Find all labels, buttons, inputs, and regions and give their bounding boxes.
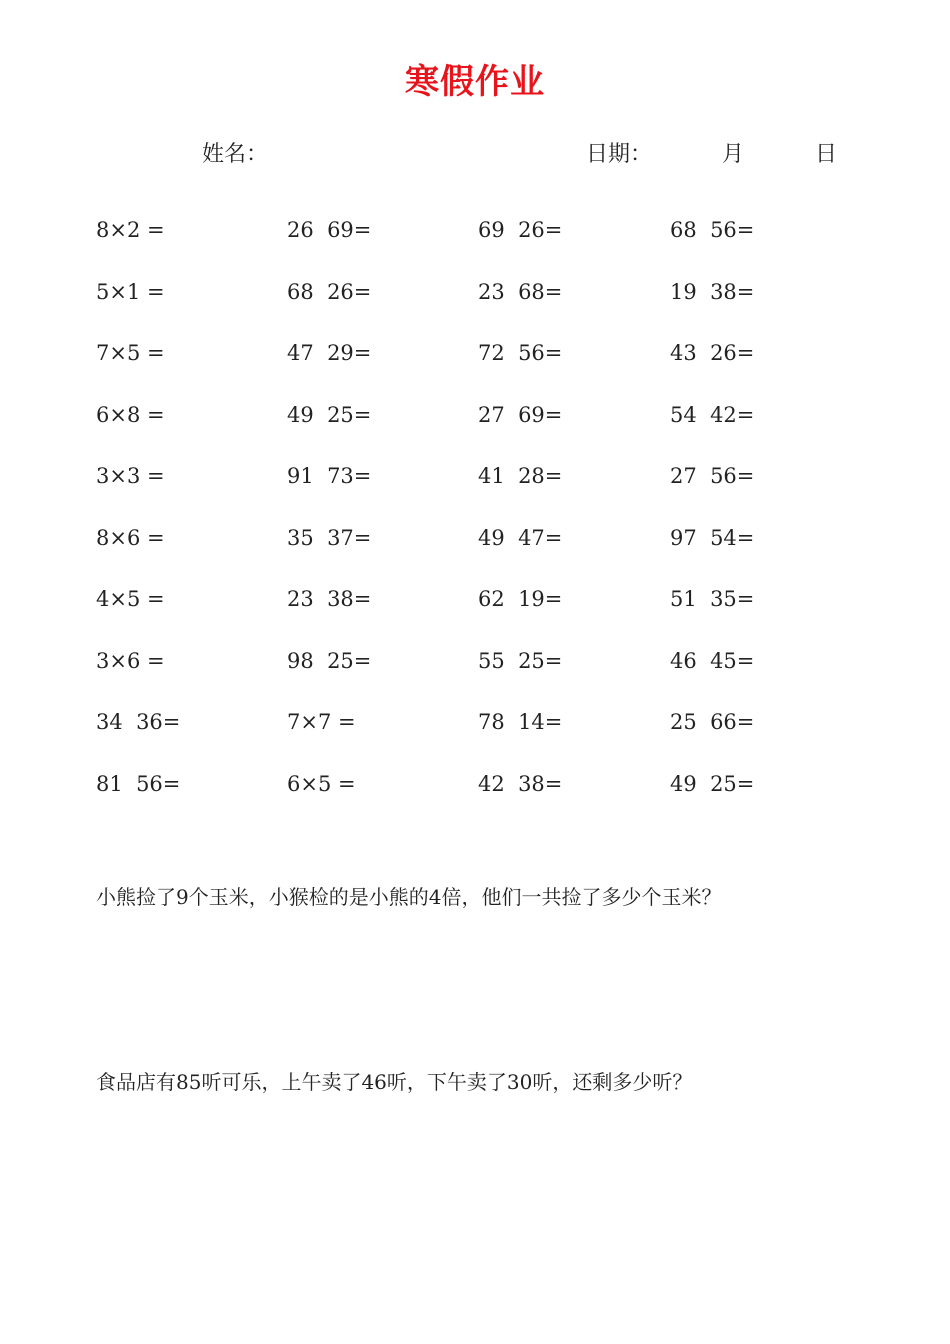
arithmetic-item: 55 25=: [478, 648, 563, 673]
arithmetic-item: 5×1 =: [96, 279, 165, 304]
grid-row: [96, 339, 876, 401]
arithmetic-item: 6×8 =: [96, 402, 165, 427]
arithmetic-item: 47 29=: [287, 341, 372, 365]
arithmetic-item: 97 54=: [670, 525, 755, 550]
arithmetic-item: 54 42=: [670, 402, 755, 427]
arithmetic-item: 34 36=: [96, 710, 181, 734]
arithmetic-item: 7×7 =: [287, 710, 356, 734]
day-label: 日: [815, 142, 838, 167]
grid-row: [96, 770, 876, 832]
arithmetic-item: 27 69=: [478, 402, 563, 427]
arithmetic-item: 43 26=: [670, 341, 755, 365]
arithmetic-item: 27 56=: [670, 464, 755, 488]
grid-row: [96, 216, 876, 278]
arithmetic-item: 81 56=: [96, 771, 181, 796]
arithmetic-item: 42 38=: [478, 771, 563, 796]
month-label: 月: [722, 142, 745, 167]
date-label: 日期：: [586, 142, 653, 167]
arithmetic-item: 3×6 =: [96, 648, 165, 673]
grid-row: [96, 708, 876, 770]
arithmetic-item: 68 56=: [670, 218, 755, 242]
arithmetic-item: 98 25=: [287, 648, 372, 673]
worksheet-title: 寒假作业: [405, 62, 545, 102]
arithmetic-item: 4×5 =: [96, 587, 165, 611]
arithmetic-item: 25 66=: [670, 710, 755, 734]
arithmetic-item: 35 37=: [287, 525, 372, 550]
grid-row: [96, 524, 876, 586]
word-problem-2: 食品店有85听可乐，上午卖了46听，下午卖了30听，还剩多少听？: [96, 1070, 693, 1094]
arithmetic-item: 46 45=: [670, 648, 755, 673]
arithmetic-item: 26 69=: [287, 218, 372, 242]
arithmetic-item: 49 25=: [287, 402, 372, 427]
grid-row: [96, 647, 876, 709]
arithmetic-item: 3×3 =: [96, 464, 165, 488]
arithmetic-item: 72 56=: [478, 341, 563, 365]
arithmetic-item: 49 47=: [478, 525, 563, 550]
arithmetic-item: 68 26=: [287, 279, 372, 304]
name-label: 姓名：: [202, 142, 269, 167]
arithmetic-item: 78 14=: [478, 710, 563, 734]
arithmetic-item: 23 38=: [287, 587, 372, 611]
arithmetic-grid: [96, 216, 876, 831]
arithmetic-item: 8×6 =: [96, 525, 165, 550]
grid-row: [96, 278, 876, 340]
arithmetic-item: 6×5 =: [287, 771, 356, 796]
arithmetic-item: 91 73=: [287, 464, 372, 488]
arithmetic-item: 19 38=: [670, 279, 755, 304]
arithmetic-item: 51 35=: [670, 587, 755, 611]
grid-row: [96, 585, 876, 647]
arithmetic-item: 23 68=: [478, 279, 563, 304]
arithmetic-item: 69 26=: [478, 218, 563, 242]
arithmetic-item: 41 28=: [478, 464, 563, 488]
arithmetic-item: 62 19=: [478, 587, 563, 611]
arithmetic-item: 7×5 =: [96, 341, 165, 365]
word-problem-1: 小熊捡了9个玉米，小猴检的是小熊的4倍，他们一共捡了多少个玉米？: [96, 885, 722, 909]
arithmetic-item: 8×2 =: [96, 218, 165, 242]
arithmetic-item: 49 25=: [670, 771, 755, 796]
grid-row: [96, 401, 876, 463]
grid-row: [96, 462, 876, 524]
